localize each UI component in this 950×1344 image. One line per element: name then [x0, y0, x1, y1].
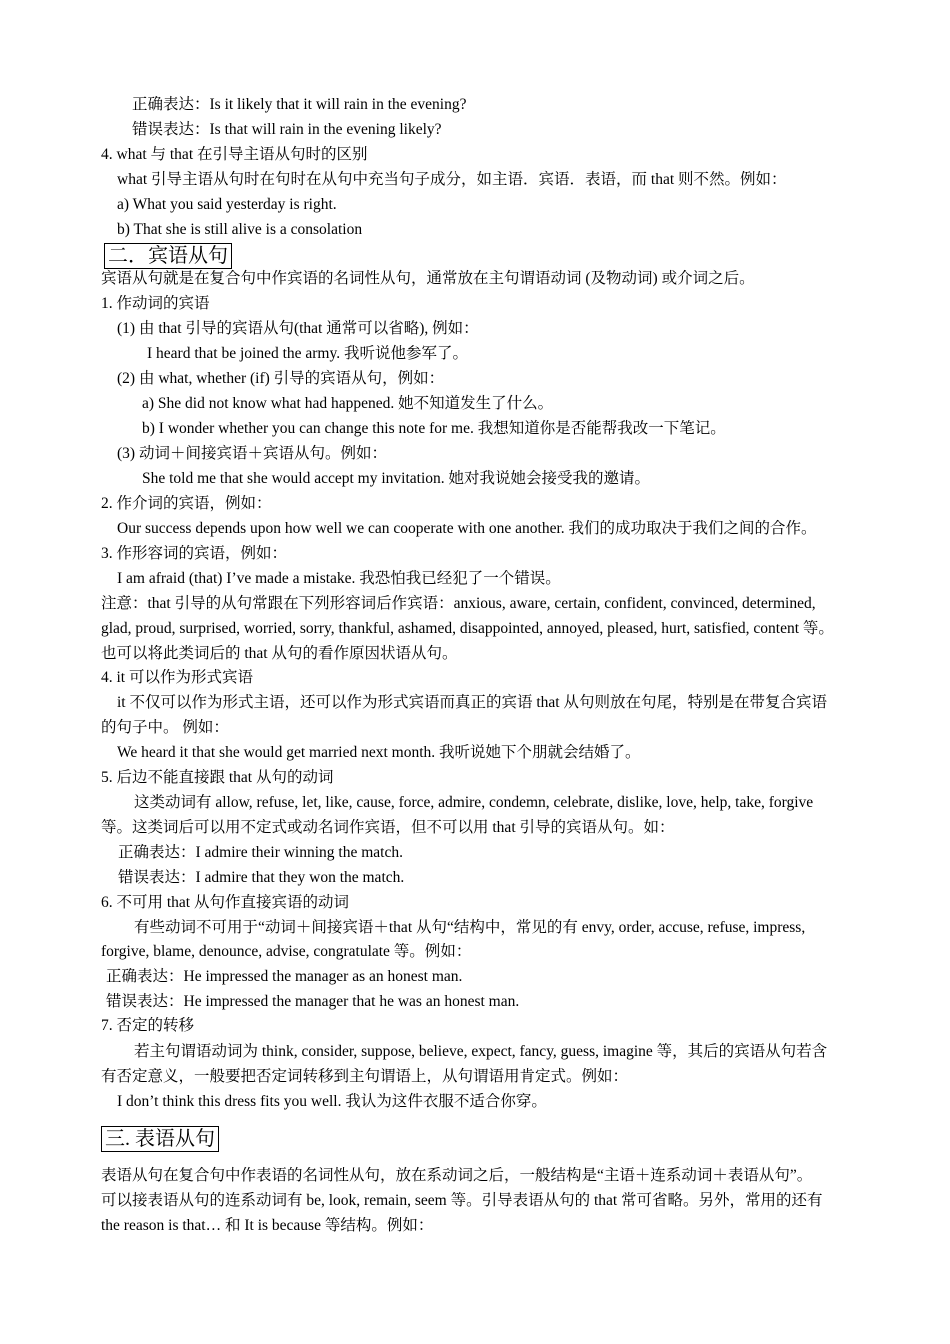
text-line: 的句子中。 例如：	[101, 719, 229, 736]
text-line: 正确表达：He impressed the manager as an honest man.	[106, 968, 463, 985]
text-line: b) I wonder whether you can change this note for me. 我想知道你是否能帮我改一下笔记。	[142, 420, 726, 437]
text-line: the reason is that… 和 It is because 等结构。例如：	[101, 1217, 434, 1234]
text-line: 宾语从句就是在复合句中作宾语的名词性从句，通常放在主句谓语动词 (及物动词) 或介词之后。	[101, 270, 755, 287]
text-line: it 不仅可以作为形式主语，还可以作为形式宾语而真正的宾语 that 从句则放在句尾，特别是在带复合宾语	[117, 694, 827, 711]
text-line: We heard it that she would get married next month. 我听说她下个朋就会结婚了。	[117, 744, 641, 761]
text-line: 错误表达：Is that will rain in the evening likely?	[132, 121, 442, 138]
text-line: 错误表达：He impressed the manager that he was an honest man.	[106, 993, 520, 1010]
text-line: what 引导主语从句时在句时在从句中充当句子成分，如主语．宾语．表语，而 that 则不然。例如：	[117, 171, 787, 188]
text-line: 可以接表语从句的连系动词有 be, look, remain, seem 等。引导表语从句的 that 常可省略。另外，常用的还有	[101, 1192, 823, 1209]
text-line: 正确表达：I admire their winning the match.	[118, 844, 403, 861]
text-line: Our success depends upon how well we can cooperate with one another. 我们的成功取决于我们之间的合作。	[117, 520, 817, 537]
text-line: 7. 否定的转移	[101, 1017, 195, 1034]
text-line: forgive, blame, denounce, advise, congratulate 等。例如：	[101, 943, 472, 960]
text-line: 4. what 与 that 在引导主语从句时的区别	[101, 146, 368, 163]
text-line: 错误表达：I admire that they won the match.	[118, 869, 405, 886]
text-line: I don’t think this dress fits you well. 我认为这件衣服不适合你穿。	[117, 1093, 547, 1110]
text-line: 正确表达：Is it likely that it will rain in the evening?	[132, 96, 467, 113]
text-line: b) That she is still alive is a consolation	[117, 221, 363, 238]
text-line: 2. 作介词的宾语，例如：	[101, 495, 272, 512]
text-line: 有否定意义，一般要把否定词转移到主句谓语上，从句谓语用肯定式。例如：	[101, 1068, 629, 1085]
text-line: 有些动词不可用于“动词＋间接宾语＋that 从句“结构中，常见的有 envy, order, accuse, refuse, impress,	[134, 919, 806, 936]
section-heading: 三. 表语从句	[101, 1126, 219, 1152]
text-line: 若主句谓语动词为 think, consider, suppose, believe, expect, fancy, guess, imagine 等，其后的宾语从句若含	[134, 1043, 828, 1060]
text-line: 4. it 可以作为形式宾语	[101, 669, 253, 686]
text-line: 3. 作形容词的宾语，例如：	[101, 545, 288, 562]
text-line: a) What you said yesterday is right.	[117, 196, 337, 213]
text-line: She told me that she would accept my invitation. 她对我说她会接受我的邀请。	[142, 470, 650, 487]
text-line: 也可以将此类词后的 that 从句的看作原因状语从句。	[101, 645, 458, 662]
text-line: I am afraid (that) I’ve made a mistake. 我恐怕我已经犯了一个错误。	[117, 570, 561, 587]
text-line: 表语从句在复合句中作表语的名词性从句，放在系动词之后，一般结构是“主语＋连系动词＋表语从句”。	[101, 1167, 813, 1184]
text-line: I heard that be joined the army. 我听说他参军了。	[147, 345, 468, 362]
text-line: 6. 不可用 that 从句作直接宾语的动词	[101, 894, 349, 911]
text-line: 这类动词有 allow, refuse, let, like, cause, force, admire, condemn, celebrate, dislike, love, help, take, forgive	[134, 794, 814, 811]
section-heading: 二．宾语从句	[104, 243, 232, 269]
text-line: (3) 动词＋间接宾语＋宾语从句。例如：	[117, 445, 387, 462]
text-line: glad, proud, surprised, worried, sorry, thankful, ashamed, disappointed, annoyed, pleased, hurt, satisfied, content 等。	[101, 620, 834, 637]
text-line: 1. 作动词的宾语	[101, 295, 210, 312]
text-line: 注意：that 引导的从句常跟在下列形容词后作宾语：anxious, aware, certain, confident, convinced, determined,	[101, 595, 816, 612]
text-line: 等。这类词后可以用不定式或动名词作宾语，但不可以用 that 引导的宾语从句。如：	[101, 819, 675, 836]
text-line: 5. 后边不能直接跟 that 从句的动词	[101, 769, 334, 786]
text-line: (1) 由 that 引导的宾语从句(that 通常可以省略), 例如：	[117, 320, 479, 337]
text-line: a) She did not know what had happened. 她不知道发生了什么。	[142, 395, 554, 412]
text-line: (2) 由 what, whether (if) 引导的宾语从句，例如：	[117, 370, 445, 387]
